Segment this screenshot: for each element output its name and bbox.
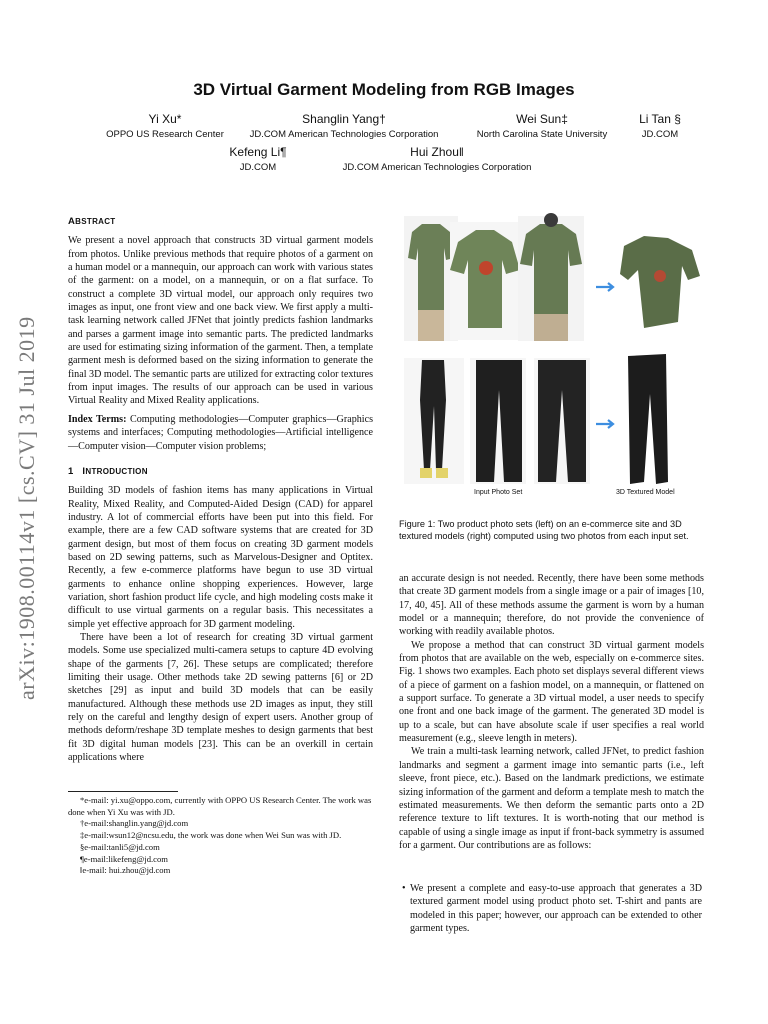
author-affiliation: JD.COM <box>239 162 277 173</box>
tshirt-logo <box>654 270 666 282</box>
intro-paragraph: There have been a lot of research for creating 3D virtual garment models. Some use specialized multi-camera setups to capture 4D evolving shape of the garments [7, 26]. These setups are complicated; therefore limiting their usage. Other methods take 2D sewing patterns [6] or 2D sketches [29] as input and build 3D models that can be easily manufactured. Although these methods use 2D images as input, they still rely on the careful and lengthy design of expert users. Another group of methods deform/reshape 3D template meshes to design garments that best fit 3D digital human models [23]. This can be an overkill in certain applications where <box>68 631 373 764</box>
intro-paragraph: an accurate design is not needed. Recently, there have been some methods that create 3D garment models from a single image or a pair of images [10, 17, 40, 45]. All of these methods assume the garment is worn by a human model or a mannequin; therefore, do not provide the convenience of working with readily available photos. <box>399 573 704 638</box>
figure-caption: Figure 1: Two product photo sets (left) on an e-commerce site and 3D textured models (right) computed using two photos from each input set. <box>399 519 689 542</box>
author-block <box>238 112 450 140</box>
author-affiliation: JD.COM American Technologies Corporation <box>342 162 532 173</box>
author-block <box>100 112 230 140</box>
figure-1 <box>398 210 708 490</box>
contribution-bullet: • We present a complete and easy-to-use approach that generates a 3D textured garment model using product photo set. T-shirt and pants are modeled in this paper; however, our approach can be extended to other garment types. <box>402 883 702 935</box>
right-column <box>399 572 704 852</box>
author-block <box>626 112 694 140</box>
author-name: Kefeng Li¶ <box>229 145 287 159</box>
abstract-text: We present a novel approach that constructs 3D virtual garment models from photos. Unlike previous methods that require photos of a garment on a human model or a mannequin, our approach can work with various states of the garment: on a model, on a mannequin, or on a flat surface. To construct a complete 3D virtual model, our approach only requires two images as input, one front view and one back view. We first apply a multi-task learning network called JFNet that jointly predicts fashion landmarks and parses a garment image into semantic parts. The predicted landmarks are used for estimating sizing information of the garment. Then, a template garment mesh is deformed based on the sizing information to generate the final 3D model. The semantic parts are utilized for extracting color textures from input images. The results of our approach can be used in various Virtual Reality and Mixed Reality applications. <box>68 235 373 407</box>
figure-label-output: 3D Textured Model <box>616 489 675 496</box>
shoe-shape <box>436 468 448 478</box>
left-column <box>68 215 373 764</box>
shoe-shape <box>420 468 432 478</box>
tshirt-logo <box>479 261 493 275</box>
footnote: §e-mail:tanli5@jd.com <box>80 841 160 852</box>
intro-paragraph: Building 3D models of fashion items has many applications in Virtual Reality, Mixed Reality, and Computed-Aided Design (CAD) for apparel industry. A lot of commercial efforts have been put into this field. For example, there are a few CAD software systems that are created for 3D garment design, but most of them focus on creating 3D garment models based on 2D sewing patterns, such as Marvelous-Designer and Optitex. Recently, a few e-commerce platforms have begun to use 3D virtual garments to enhance online shopping experiences. However, large variation, short fashion product life cycle, and high modeling costs make it difficult to use virtual garments on a regular basis. This necessitates a simple yet effective approach for 3D garment modeling. <box>68 485 373 630</box>
3d-pants-model <box>628 354 668 484</box>
bullet-dot: • <box>402 883 406 894</box>
footnote: *e-mail: yi.xu@oppo.com, currently with OPPO US Research Center. The work was done when Yi Xu was with JD. <box>68 795 372 817</box>
footnotes <box>68 795 373 877</box>
author-name: Shanglin Yang† <box>302 112 386 126</box>
author-name: Li Tan § <box>639 112 681 126</box>
introduction-heading: 1 INTRODUCTION <box>68 465 148 477</box>
arrow-icon <box>596 283 613 291</box>
author-block <box>218 145 298 173</box>
photo-pants-part <box>418 310 444 341</box>
intro-paragraph: We propose a method that can construct 3D virtual garment models from photos that are available on the web, especially on e-commerce sites. Fig. 1 shows two examples. Each photo set displays several different views of a piece of garment on a fashion model, on a mannequin, or flattened on a support surface. To generate a 3D virtual model, a user needs to specify one front and one back image of the garment. The generated 3D model is up to a scale, but can have absolute scale if user specifies a real world measurement (e.g., sleeve length in meters). <box>399 639 704 745</box>
author-name: Yi Xu* <box>148 112 182 126</box>
abstract-heading: ABSTRACT <box>68 216 116 227</box>
author-affiliation: JD.COM American Technologies Corporation <box>249 129 439 140</box>
author-affiliation: North Carolina State University <box>476 129 608 140</box>
footnote: ‖e-mail: hui.zhou@jd.com <box>80 865 171 876</box>
paper-title: 3D Virtual Garment Modeling from RGB Images <box>193 80 575 99</box>
author-name: Hui Zhou‖ <box>410 145 464 159</box>
intro-paragraph: We train a multi-task learning network, called JFNet, to predict fashion landmarks and segment a garment image into semantic parts (i.e., left sleeve, front piece, etc.). Based on the landmark predictions, we estimate sizing information of the garment and deform a template mesh to match the estimated measurements. We then deform the semantic parts onto a 2D reference texture to lift textures. It is worth-noting that our method is capable of using a single image as input if front-back symmetry is assumed for a garment. Our contributions are as follows: <box>399 746 704 851</box>
footnote: †e-mail:shanglin.yang@jd.com <box>80 818 189 829</box>
footnote: ¶e-mail:likefeng@jd.com <box>80 853 168 864</box>
footnote: ‡e-mail:wsun12@ncsu.edu, the work was done when Wei Sun was with JD. <box>80 830 342 841</box>
author-name: Wei Sun‡ <box>516 112 568 126</box>
author-block <box>468 112 616 140</box>
arrow-icon <box>596 420 613 428</box>
author-block <box>332 145 542 173</box>
author-affiliation: JD.COM <box>641 129 679 140</box>
index-terms: Index Terms: Computing methodologies—Computer graphics—Graphics systems and interfaces; Computing methodologies—Artificial intelligence—Computer vision—Computer vision problems; <box>68 413 373 452</box>
footnote-rule <box>68 791 178 792</box>
author-affiliation: OPPO US Research Center <box>106 129 224 140</box>
figure-label-input: Input Photo Set <box>474 489 523 496</box>
head-shape <box>544 213 558 227</box>
photo-pants-part <box>534 314 568 341</box>
arxiv-identifier: arXiv:1908.00114v1 [cs.CV] 31 Jul 2019 <box>14 316 39 700</box>
